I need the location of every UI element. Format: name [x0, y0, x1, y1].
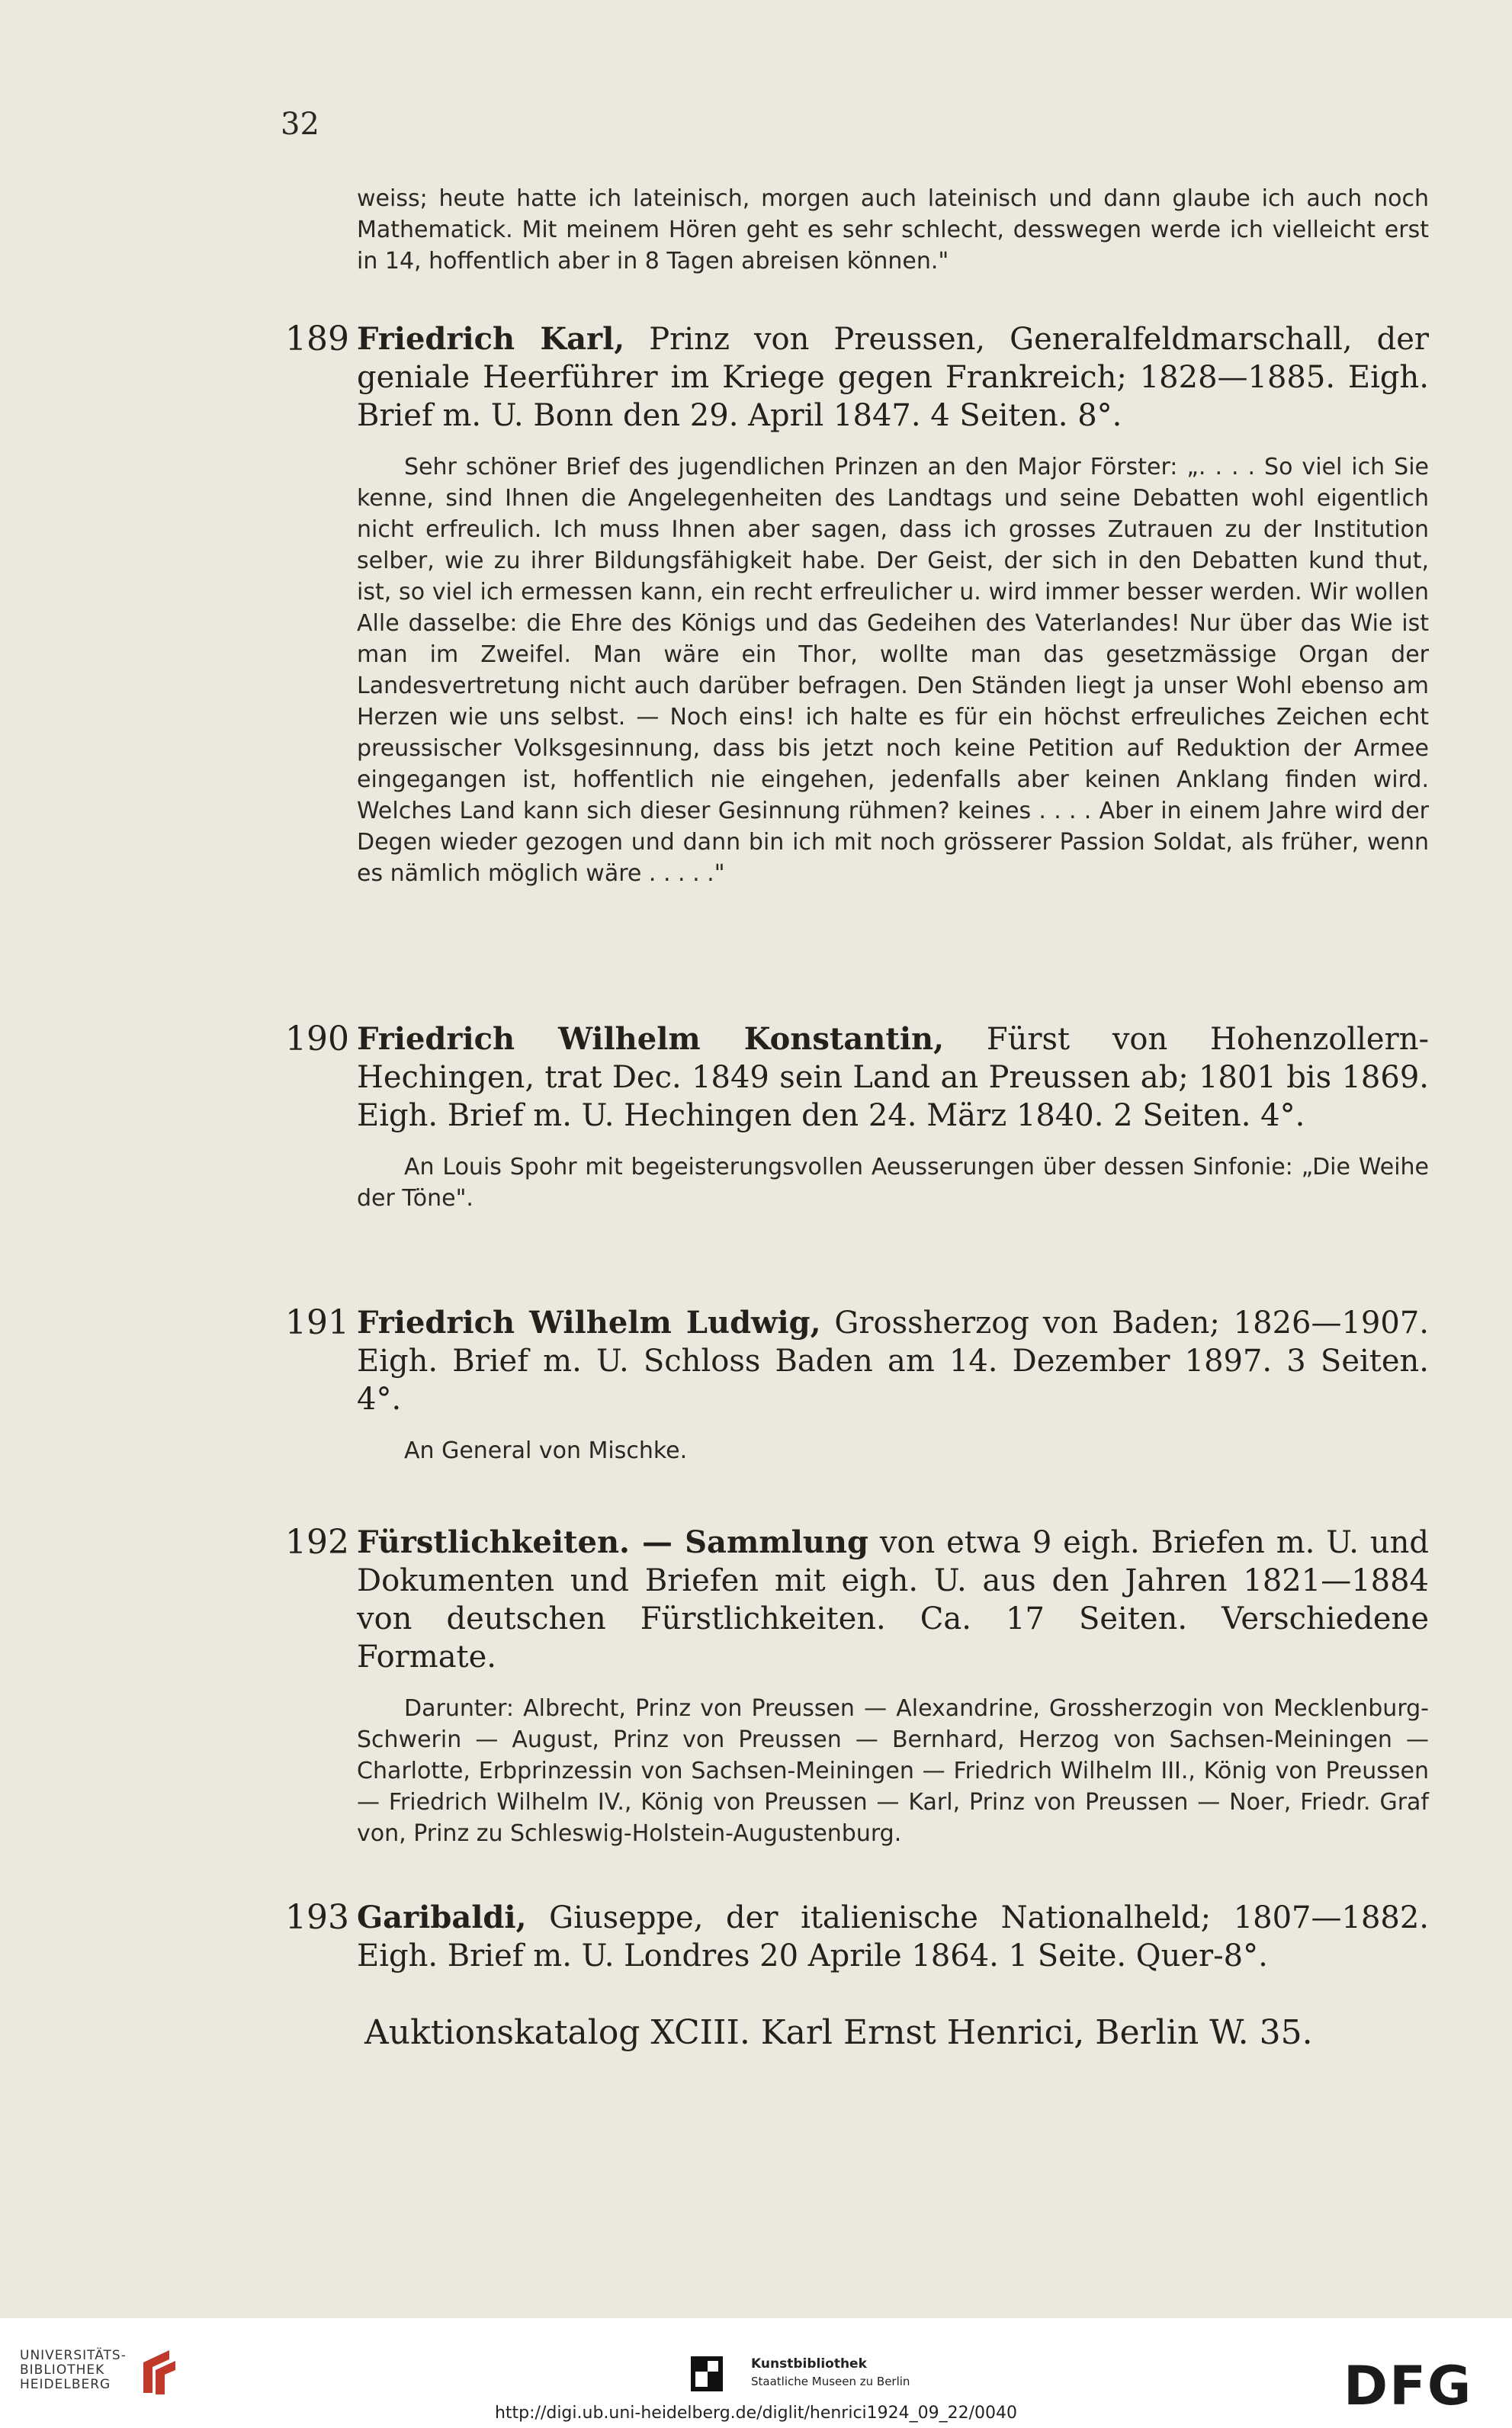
lot-heading-text: Fürst von Hohenzollern-Hechingen, trat Dec. 1849 sein Land an Preussen ab; 1801 bis 1869. Eigh. Brief m. U. Hechingen den 24. März 1840. 2 Seiten. 4°. — [357, 1022, 1430, 1133]
lot-number: 193 — [285, 1898, 349, 1937]
catalog-footer: Auktionskatalog XCIII. Karl Ernst Henrici, Berlin W. 35. — [364, 2013, 1313, 2052]
lot-heading-text: Grossherzog von Baden; 1826—1907. Eigh. Brief m. U. Schloss Baden am 14. Dezember 1897. 3 Seiten. 4°. — [357, 1306, 1429, 1417]
lot-name: Friedrich Wilhelm Konstantin, — [357, 1021, 945, 1057]
lot-entry-189 — [285, 320, 1429, 889]
lot-entry-192 — [285, 1524, 1429, 1849]
lot-entry-191 — [285, 1304, 1429, 1466]
kb-subtitle: Staatliche Museen zu Berlin — [751, 2375, 910, 2388]
lot-name: Garibaldi, — [357, 1900, 527, 1935]
continuation-text — [357, 183, 1429, 277]
lot-number: 190 — [285, 1020, 349, 1058]
ub-emblem-icon — [139, 2347, 180, 2397]
viewer-footer-bar — [0, 2318, 1512, 2428]
lot-description — [357, 1693, 1429, 1849]
kunstbibliothek-logo-icon[interactable] — [691, 2356, 723, 2391]
lot-heading-text: Prinz von Preussen, Generalfeldmarschall, der geniale Heerführer im Kriege gegen Frankreich; 1828—1885. Eigh. Brief m. U. Bonn den 29. April 1847. 4 Seiten. 8°. — [357, 322, 1429, 433]
ub-heidelberg-logo[interactable] — [20, 2349, 127, 2392]
kunstbibliothek-label — [751, 2356, 910, 2388]
lot-number: 192 — [285, 1523, 349, 1562]
lot-heading-text: von etwa 9 eigh. Briefen m. U. und Dokumenten und Briefen mit eigh. U. aus den Jahren 1821—1884 von deutschen Fürstlichkeiten. Ca. 17 Seiten. Verschiedene Formate. — [357, 1525, 1429, 1675]
dfg-logo[interactable]: DFG — [1343, 2355, 1473, 2417]
lot-description-text: Sehr schöner Brief des jugendlichen Prinzen an den Major Förster: „. . . . So viel ich Sie kenne, sind Ihnen die Angelegenheiten des Landtags und seine Debatten wohl eigentlich nicht erfreulich. Ich muss Ihnen aber sagen, dass ich grosses Zutrauen zu der Institution selber, wie zu ihrer Bildungsfähigkeit habe. Der Geist, der sich in den Debatten kund thut, ist, so viel ich ermessen kann, ein recht erfreulicher u. wird immer besser werden. Wir wollen Alle dasselbe: die Ehre des Königs und das Gedeihen des Vaterlandes! Nur über das Wie ist man im Zweifel. Man wäre ein Thor, wollte man das gesetzmässige Organ der Landesvertretung nicht auch darüber befragen. Den Ständen liegt ja unser Wohl ebenso am Herzen wie uns selbst. — Noch eins! ich halte es für ein höchst erfreuliches Zeichen echt preussischer Volksgesinnung, dass bis jetzt noch keine Petition auf Reduktion der Armee eingegangen ist, hoffentlich nie eingehen, jedenfalls aber keinen Anklang finden wird. Welches Land kann sich dieser Gesinnung rühmen? keines . . . . Aber in einem Jahre wird der Degen wieder gezogen und dann bin ich mit noch grösserer Passion Soldat, als früher, wenn es nämlich möglich wäre . . . . ." — [357, 454, 1429, 887]
lot-description — [357, 1151, 1429, 1214]
lot-heading — [357, 1304, 1429, 1418]
lot-description-text: An General von Mischke. — [404, 1437, 688, 1464]
kb-title: Kunstbibliothek — [751, 2356, 867, 2372]
lot-heading-text: Giuseppe, der italienische Nationalheld; 1807—1882. Eigh. Brief m. U. Londres 20 Aprile 1864. 1 Seite. Quer-8°. — [357, 1900, 1429, 1974]
lot-name: Friedrich Wilhelm Ludwig, — [357, 1305, 821, 1341]
lot-entry-190 — [285, 1020, 1429, 1214]
lot-name: Friedrich Karl, — [357, 321, 625, 357]
lot-heading — [357, 320, 1429, 435]
lot-heading — [357, 1899, 1429, 1975]
lot-description-text: An Louis Spohr mit begeisterungsvollen Aeusserungen über dessen Sinfonie: „Die Weihe der Töne". — [357, 1154, 1429, 1212]
lot-entry-193 — [285, 1899, 1429, 1975]
lot-description — [357, 1435, 1429, 1466]
continuation-paragraph: weiss; heute hatte ich lateinisch, morgen auch lateinisch und dann glaube ich auch noch Mathematick. Mit meinem Hören geht es sehr schlecht, desswegen werde ich vielleicht erst in 14, hoffentlich aber in 8 Tagen abreisen können." — [357, 185, 1429, 275]
ub-logo-line: HEIDELBERG — [20, 2377, 111, 2392]
lot-description — [357, 451, 1429, 889]
lot-number: 191 — [285, 1303, 349, 1342]
ub-logo-line: BIBLIOTHEK — [20, 2362, 105, 2378]
lot-number: 189 — [285, 320, 349, 358]
lot-heading — [357, 1524, 1429, 1676]
lot-description-text: Darunter: Albrecht, Prinz von Preussen — Alexandrine, Grossherzogin von Mecklenburg-Schwerin — August, Prinz von Preussen — Bernhard, Herzog von Sachsen-Meiningen — Charlotte, Erbprinzessin von Sachsen-Meiningen — Friedrich Wilhelm III., König von Preussen — Friedrich Wilhelm IV., König von Preussen — Karl, Prinz von Preussen — Noer, Friedr. Graf von, Prinz zu Schleswig-Holstein-Augustenburg. — [357, 1695, 1429, 1847]
lot-name: Fürstlichkeiten. — Sammlung — [357, 1524, 868, 1560]
lot-heading — [357, 1020, 1429, 1135]
ub-logo-line: UNIVERSITÄTS- — [20, 2348, 127, 2363]
permalink-url[interactable]: http://digi.ub.uni-heidelberg.de/diglit/henrici1924_09_22/0040 — [494, 2404, 1018, 2423]
page-number: 32 — [281, 107, 319, 142]
